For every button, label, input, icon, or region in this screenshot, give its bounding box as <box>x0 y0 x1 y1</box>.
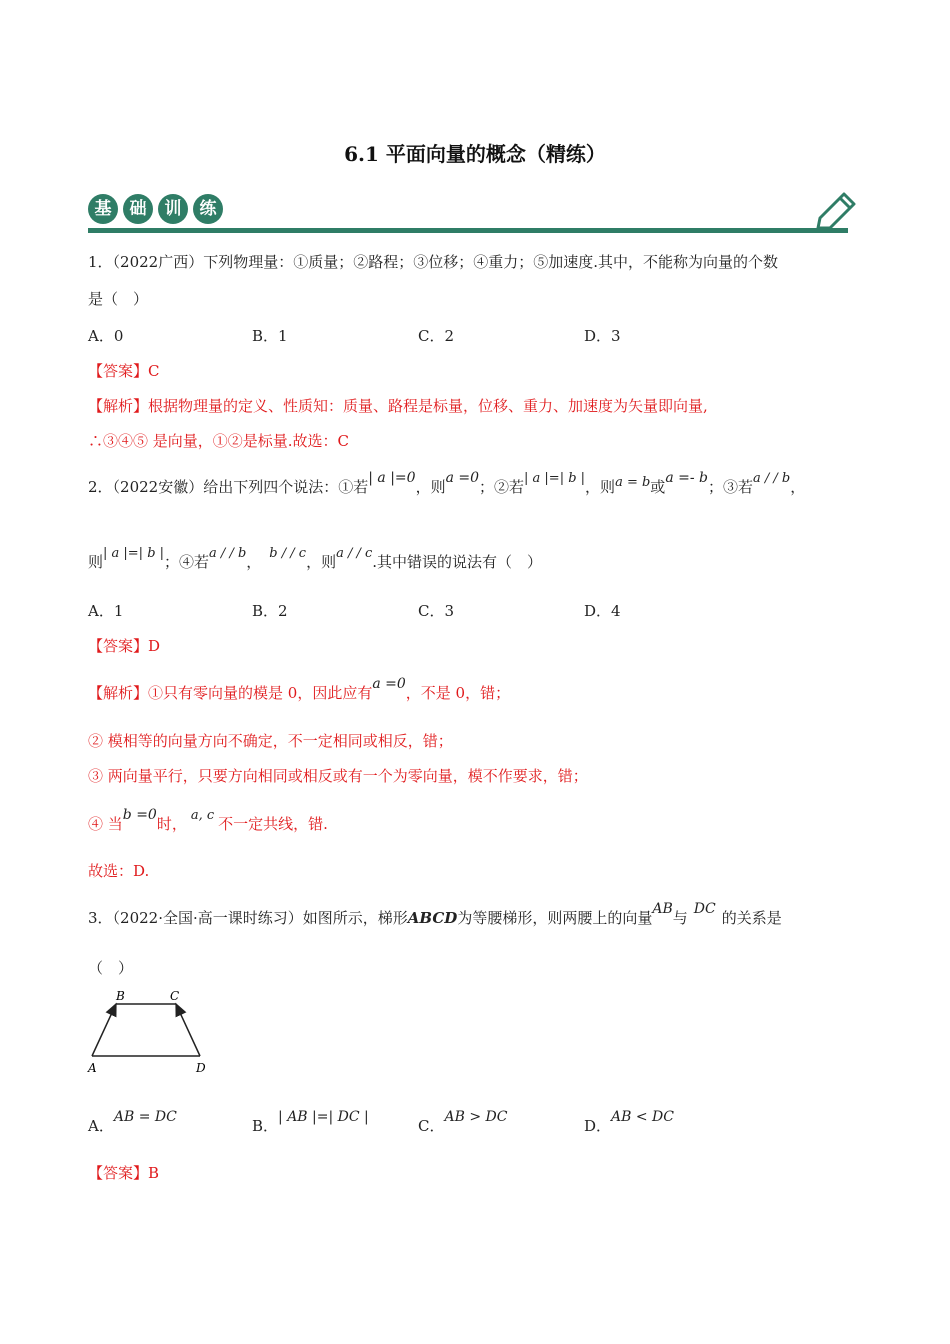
section-banner <box>88 190 860 234</box>
q2-analysis-4b: 时， <box>156 815 187 833</box>
banner-char-3: 训 <box>158 194 188 224</box>
q2-text-2: ，则 <box>415 478 446 496</box>
q2-text-9: ；④若 <box>164 553 210 571</box>
q1-option-b: B．1 <box>252 327 288 345</box>
q2-math-5: a =- b <box>665 470 708 486</box>
q2-analysis-4a: ④ 当 <box>88 815 123 833</box>
page-title: 6.1 平面向量的概念（精练） <box>344 142 606 166</box>
q3-text-3: 与 <box>672 909 688 927</box>
q3-abcd: ABCD <box>407 909 458 927</box>
q3-option-d-expr: AB < DC <box>611 1109 674 1125</box>
q2-stem-line1 <box>88 470 806 497</box>
q2-analysis-2: ② 模相等的向量方向不确定，不一定相同或相反，错； <box>88 732 453 750</box>
q2-math-1: | a |=0 <box>368 470 416 486</box>
q3-option-d <box>584 1109 674 1136</box>
q2-math-9: b / / c <box>269 546 307 561</box>
vertex-label-a: A <box>88 1061 97 1075</box>
q2-stem-line2 <box>88 546 543 572</box>
banner-char-2: 础 <box>123 194 153 224</box>
q2-analysis-math-1: a =0 <box>372 676 406 692</box>
q2-analysis-4c: 不一定共线，错. <box>218 815 328 833</box>
q3-option-c <box>418 1109 508 1136</box>
q3-vector-ab: AB <box>652 901 673 917</box>
vector-ab-arrow <box>92 1004 116 1056</box>
banner-rule <box>88 228 848 233</box>
q1-answer: 【答案】C <box>88 362 160 380</box>
q2-text-5: 或 <box>650 478 666 496</box>
q3-option-c-expr: AB > DC <box>444 1109 508 1125</box>
q2-analysis-math-3: a, c <box>190 808 215 823</box>
q3-text-1: 3．（2022·全国·高一课时练习）如图所示，梯形 <box>88 909 408 927</box>
q2-text-4: ，则 <box>585 478 616 496</box>
q2-text-3: ；②若 <box>479 478 525 496</box>
q3-option-c-label: C． <box>418 1117 445 1135</box>
q2-analysis-1 <box>88 676 511 703</box>
q3-option-d-label: D． <box>584 1117 612 1135</box>
q2-analysis-1b: ，不是 0，错； <box>405 684 511 702</box>
banner-char-4: 练 <box>193 194 223 224</box>
q2-math-8: a / / b <box>209 546 247 561</box>
q3-paren: （ ） <box>88 959 134 977</box>
q3-stem-line1 <box>88 901 782 928</box>
q2-text-6: ；③若 <box>707 478 753 496</box>
q2-option-c: C．3 <box>418 602 455 620</box>
q3-option-b-expr: | AB |=| DC | <box>278 1109 369 1125</box>
q1-stem-line1: 1．（2022广西）下列物理量：①质量；②路程；③位移；④重力；⑤加速度.其中，不能称为向量的个数 <box>88 253 778 271</box>
q3-option-a <box>88 1109 177 1136</box>
q2-analysis-4 <box>88 807 328 834</box>
trapezoid-figure <box>84 986 214 1076</box>
q1-analysis-line2: ∴③④⑤ 是向量，①②是标量.故选：C <box>88 432 350 450</box>
q1-option-a: A．0 <box>88 327 124 345</box>
q2-analysis-math-2: b =0 <box>122 807 157 823</box>
q2-conclusion: 故选：D. <box>88 862 150 880</box>
q2-option-b: B．2 <box>252 602 288 620</box>
q2-option-a: A．1 <box>88 602 124 620</box>
q3-text-4: 的关系是 <box>721 909 782 927</box>
q2-text-1: 2．（2022安徽）给出下列四个说法：①若 <box>88 478 369 496</box>
q3-option-a-expr: AB = DC <box>113 1109 177 1125</box>
q3-vector-dc: DC <box>693 901 716 917</box>
q2-math-3: | a |=| b | <box>524 471 586 486</box>
q3-option-b-label: B． <box>252 1117 279 1135</box>
q2-analysis-3: ③ 两向量平行，只要方向相同或相反或有一个为零向量，模不作要求，错； <box>88 767 588 785</box>
q2-text-7: ， <box>790 478 806 496</box>
q3-option-a-label: A． <box>88 1117 114 1135</box>
q2-text-10: ， <box>246 553 262 571</box>
q3-option-b <box>252 1109 369 1136</box>
q3-text-2: 为等腰梯形，则两腰上的向量 <box>457 909 653 927</box>
q2-math-7: | a |=| b | <box>103 546 165 561</box>
q2-text-12: .其中错误的说法有（ ） <box>372 553 543 571</box>
q3-answer: 【答案】B <box>88 1164 160 1182</box>
q2-answer: 【答案】D <box>88 637 161 655</box>
vertex-label-c: C <box>170 989 180 1003</box>
q2-analysis-1a: 【解析】①只有零向量的模是 0，因此应有 <box>88 684 373 702</box>
q1-option-d: D．3 <box>584 327 621 345</box>
q2-math-2: a =0 <box>445 470 480 486</box>
q2-text-11: ，则 <box>306 553 337 571</box>
vertex-label-d: D <box>196 1061 206 1075</box>
q1-stem-line2: 是（ ） <box>88 290 149 308</box>
vector-dc-arrow <box>176 1004 200 1056</box>
banner-char-1: 基 <box>88 194 118 224</box>
q2-text-8: 则 <box>88 553 104 571</box>
vertex-label-b: B <box>116 989 125 1003</box>
q2-math-6: a / / b <box>753 471 791 486</box>
q1-analysis-line1: 【解析】根据物理量的定义、性质知：质量、路程是标量，位移、重力、加速度为矢量即向量, <box>88 397 708 415</box>
q2-option-d: D．4 <box>584 602 621 620</box>
pencil-icon <box>814 188 862 230</box>
q2-math-10: a / / c <box>336 546 373 561</box>
q2-math-4: a = b <box>615 475 651 490</box>
q1-option-c: C．2 <box>418 327 455 345</box>
